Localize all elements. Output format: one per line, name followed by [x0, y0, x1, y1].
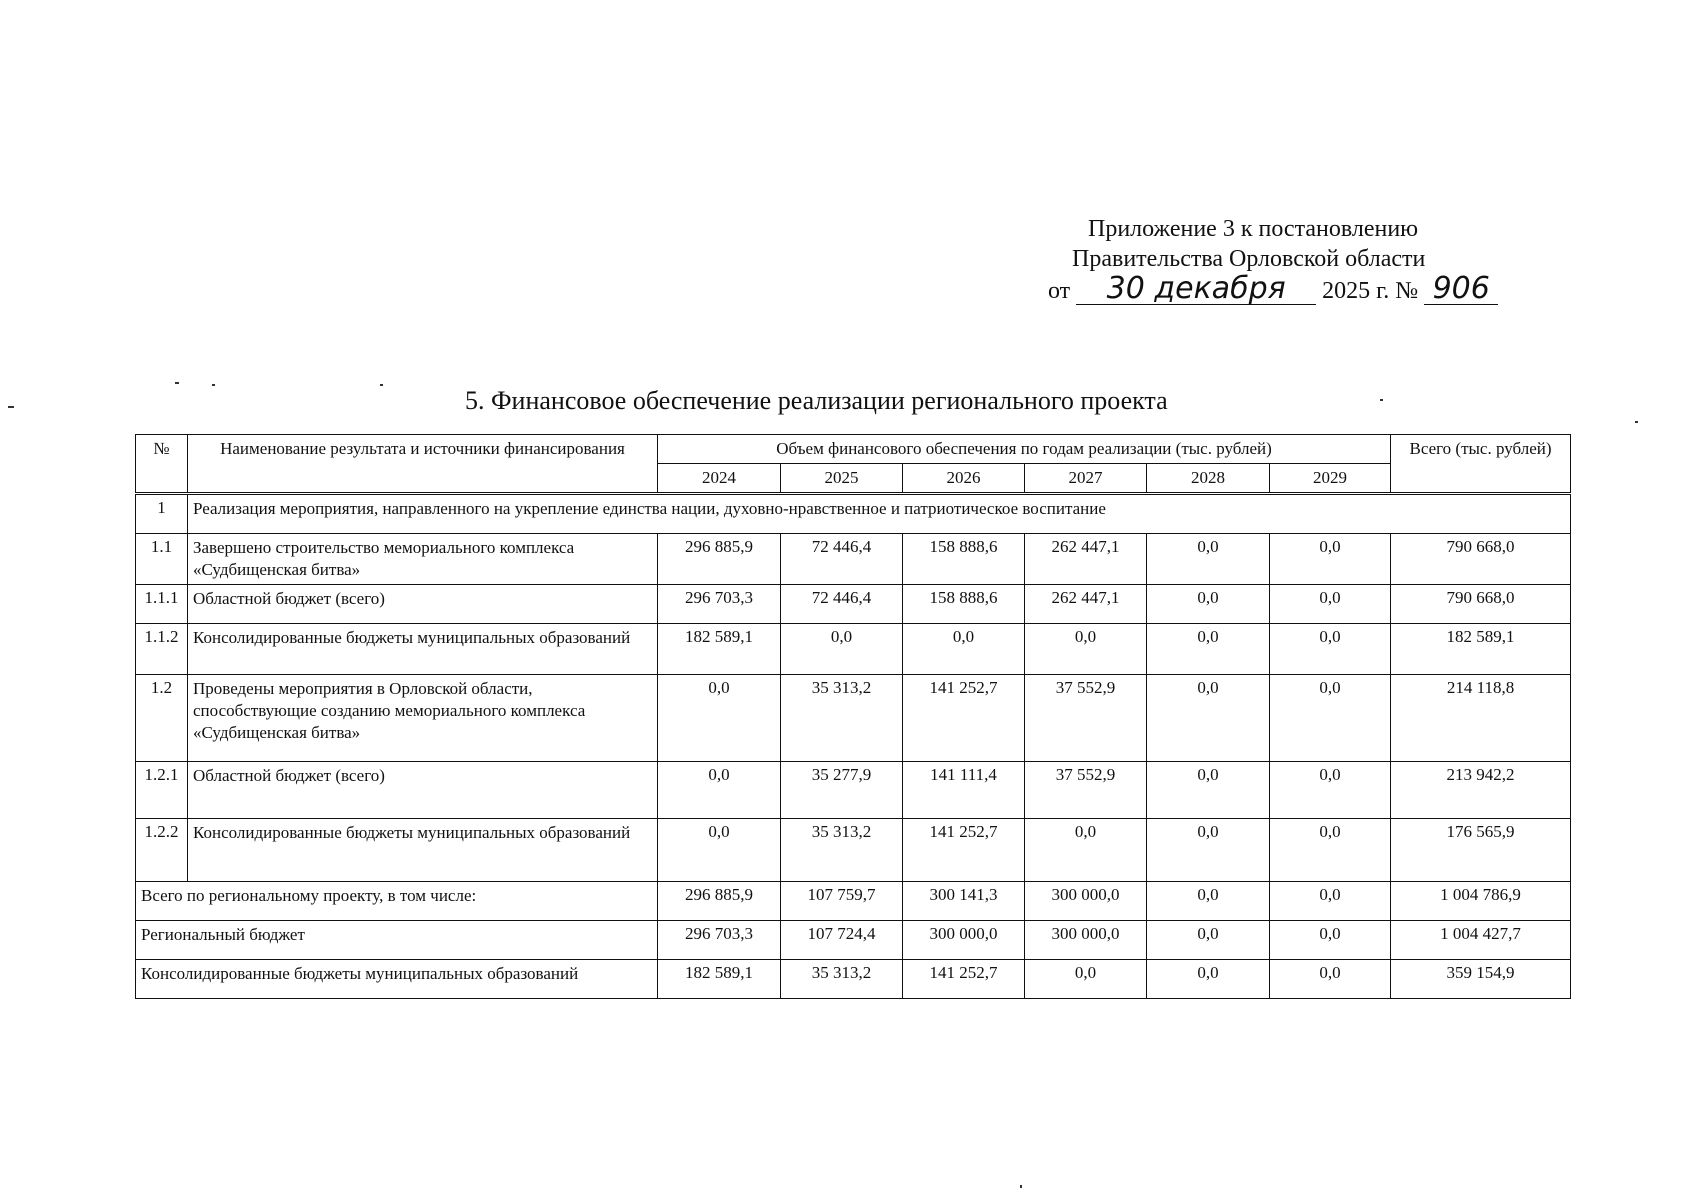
value-cell: 0,0: [1270, 624, 1391, 675]
totals-label: Консолидированные бюджеты муниципальных образований: [136, 960, 658, 999]
value-cell: 0,0: [658, 762, 781, 819]
value-cell: 158 888,6: [903, 534, 1025, 585]
value-cell: 0,0: [1147, 624, 1270, 675]
totals-label: Всего по региональному проекту, в том числе:: [136, 882, 658, 921]
appendix-header: [1048, 214, 1568, 306]
value-cell: 141 111,4: [903, 762, 1025, 819]
value-cell: 182 589,1: [658, 960, 781, 999]
row-number: 1.1.2: [136, 624, 188, 675]
scan-speck: [1380, 399, 1383, 401]
row-number: 1.2: [136, 675, 188, 762]
value-cell: 0,0: [1025, 960, 1147, 999]
value-cell: 262 447,1: [1025, 585, 1147, 624]
value-cell: 300 141,3: [903, 882, 1025, 921]
col-name-header: Наименование результата и источники финансирования: [188, 435, 658, 494]
group-row: [136, 494, 1571, 534]
total-cell: 213 942,2: [1391, 762, 1571, 819]
value-cell: 0,0: [1147, 762, 1270, 819]
value-cell: 300 000,0: [903, 921, 1025, 960]
table-row: [136, 624, 1571, 675]
value-cell: 0,0: [781, 624, 903, 675]
totals-row: [136, 960, 1571, 999]
row-number: 1.1.1: [136, 585, 188, 624]
scan-speck: [1635, 421, 1638, 423]
value-cell: 0,0: [1270, 762, 1391, 819]
value-cell: 0,0: [1270, 534, 1391, 585]
year-header: 2026: [903, 464, 1025, 494]
value-cell: 0,0: [1270, 819, 1391, 882]
section-title: 5. Финансовое обеспечение реализации регионального проекта: [465, 386, 1168, 415]
total-cell: 1 004 427,7: [1391, 921, 1571, 960]
value-cell: 0,0: [1147, 960, 1270, 999]
value-cell: 158 888,6: [903, 585, 1025, 624]
value-cell: 296 885,9: [658, 882, 781, 921]
table-row: [136, 585, 1571, 624]
value-cell: 37 552,9: [1025, 762, 1147, 819]
value-cell: 35 313,2: [781, 819, 903, 882]
appendix-date-line: [1048, 271, 1568, 306]
handwritten-number: 906: [1424, 274, 1498, 305]
table-body: [136, 494, 1571, 999]
scan-speck: [1020, 1185, 1022, 1188]
total-cell: 790 668,0: [1391, 585, 1571, 624]
value-cell: 107 724,4: [781, 921, 903, 960]
table-row: [136, 762, 1571, 819]
col-number-header: №: [136, 435, 188, 494]
value-cell: 262 447,1: [1025, 534, 1147, 585]
value-cell: 0,0: [658, 675, 781, 762]
row-name: Проведены мероприятия в Орловской области, способствующие созданию мемориального комплекса «Судбищенская битва»: [188, 675, 658, 762]
value-cell: 141 252,7: [903, 675, 1025, 762]
table-row: [136, 534, 1571, 585]
total-cell: 1 004 786,9: [1391, 882, 1571, 921]
value-cell: 0,0: [1147, 882, 1270, 921]
value-cell: 300 000,0: [1025, 921, 1147, 960]
row-name: Консолидированные бюджеты муниципальных образований: [188, 624, 658, 675]
value-cell: 0,0: [1025, 819, 1147, 882]
value-cell: 0,0: [1270, 882, 1391, 921]
col-volume-header: Объем финансового обеспечения по годам реализации (тыс. рублей): [658, 435, 1391, 464]
totals-row: [136, 882, 1571, 921]
value-cell: 296 703,3: [658, 921, 781, 960]
total-cell: 182 589,1: [1391, 624, 1571, 675]
value-cell: 0,0: [1270, 675, 1391, 762]
row-number: 1.1: [136, 534, 188, 585]
totals-label: Региональный бюджет: [136, 921, 658, 960]
scan-speck: [212, 384, 215, 386]
year-header: 2025: [781, 464, 903, 494]
scan-speck: [175, 382, 179, 384]
scan-speck: [380, 384, 383, 386]
value-cell: 141 252,7: [903, 819, 1025, 882]
value-cell: 107 759,7: [781, 882, 903, 921]
total-cell: 176 565,9: [1391, 819, 1571, 882]
row-number: 1.2.1: [136, 762, 188, 819]
row-name: Консолидированные бюджеты муниципальных образований: [188, 819, 658, 882]
value-cell: 0,0: [1147, 921, 1270, 960]
row-number: 1.2.2: [136, 819, 188, 882]
value-cell: 35 313,2: [781, 960, 903, 999]
value-cell: 182 589,1: [658, 624, 781, 675]
scan-speck: [8, 406, 14, 408]
total-cell: 359 154,9: [1391, 960, 1571, 999]
row-name: Завершено строительство мемориального комплекса «Судбищенская битва»: [188, 534, 658, 585]
year-header: 2027: [1025, 464, 1147, 494]
value-cell: 0,0: [658, 819, 781, 882]
financing-table: [135, 434, 1571, 999]
value-cell: 0,0: [1270, 921, 1391, 960]
value-cell: 37 552,9: [1025, 675, 1147, 762]
appendix-line-2: Правительства Орловской области: [1072, 246, 1426, 272]
row-name: Областной бюджет (всего): [188, 585, 658, 624]
value-cell: 72 446,4: [781, 534, 903, 585]
value-cell: 296 885,9: [658, 534, 781, 585]
value-cell: 300 000,0: [1025, 882, 1147, 921]
total-cell: 790 668,0: [1391, 534, 1571, 585]
value-cell: 0,0: [1025, 624, 1147, 675]
value-cell: 0,0: [1147, 819, 1270, 882]
year-header: 2029: [1270, 464, 1391, 494]
value-cell: 141 252,7: [903, 960, 1025, 999]
year-number-label: 2025 г. №: [1322, 278, 1419, 304]
year-header: 2028: [1147, 464, 1270, 494]
value-cell: 0,0: [903, 624, 1025, 675]
value-cell: 296 703,3: [658, 585, 781, 624]
value-cell: 0,0: [1270, 960, 1391, 999]
value-cell: 0,0: [1147, 675, 1270, 762]
group-title: Реализация мероприятия, направленного на укрепление единства нации, духовно-нравственное и патриотическое воспитание: [188, 494, 1571, 534]
group-number: 1: [136, 494, 188, 534]
total-cell: 214 118,8: [1391, 675, 1571, 762]
row-name: Областной бюджет (всего): [188, 762, 658, 819]
value-cell: 35 313,2: [781, 675, 903, 762]
appendix-line-1: Приложение 3 к постановлению: [1088, 216, 1419, 242]
value-cell: 0,0: [1147, 585, 1270, 624]
year-header: 2024: [658, 464, 781, 494]
value-cell: 72 446,4: [781, 585, 903, 624]
totals-row: [136, 921, 1571, 960]
value-cell: 0,0: [1270, 585, 1391, 624]
table-row: [136, 819, 1571, 882]
table-row: [136, 675, 1571, 762]
from-label: от: [1048, 278, 1071, 304]
table-header: [136, 435, 1571, 494]
col-total-header: Всего (тыс. рублей): [1391, 435, 1571, 494]
handwritten-date: 30 декабря: [1076, 274, 1316, 305]
value-cell: 35 277,9: [781, 762, 903, 819]
value-cell: 0,0: [1147, 534, 1270, 585]
